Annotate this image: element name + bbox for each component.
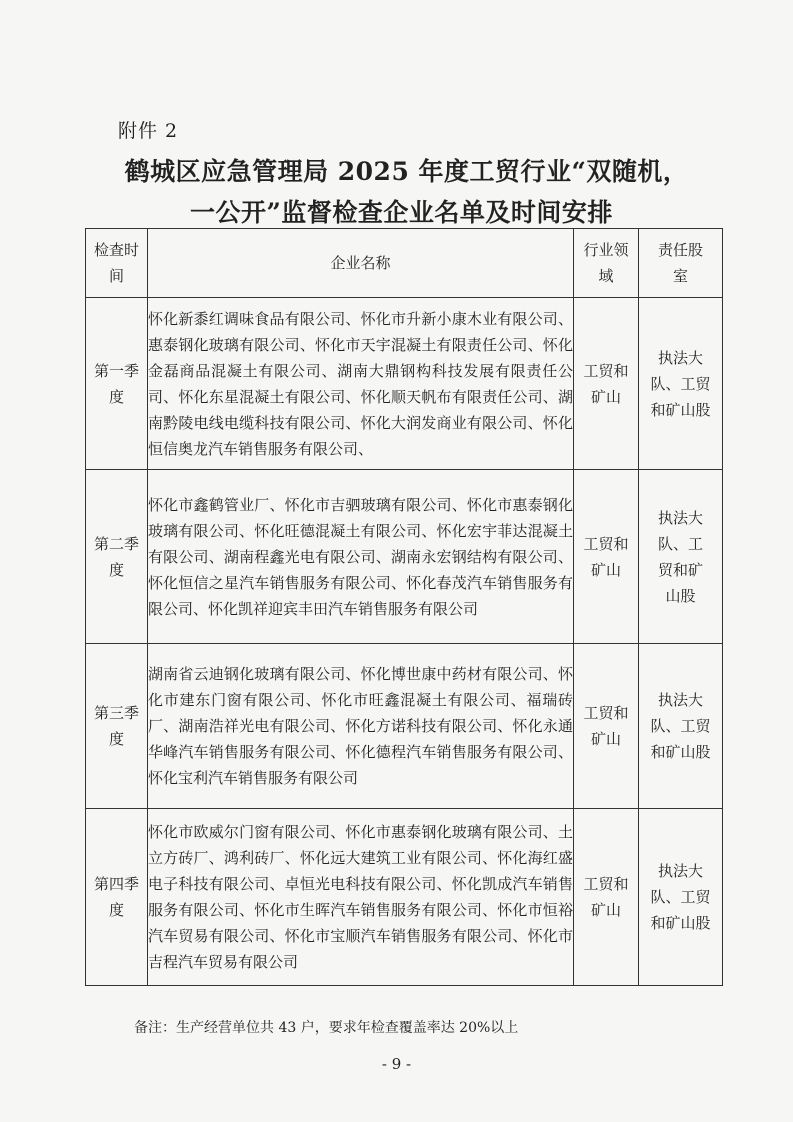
header-industry-field: 行业领域 <box>574 229 639 298</box>
attachment-label: 附件 2 <box>118 120 179 142</box>
table-header-row <box>86 229 723 298</box>
document-title-line-2: 一公开”监督检查企业名单及时间安排 <box>190 198 613 227</box>
row-company-list: 怀化新黍红调味食品有限公司、怀化市升新小康木业有限公司、惠泰钢化玻璃有限公司、怀化市天宇混凝土有限责任公司、怀化金磊商品混凝土有限公司、湖南大鼎钢构科技发展有限责任公司、怀化东星混凝土有限公司、怀化顺天帆布有限责任公司、湖南黔陵电线电缆科技有限公司、怀化大润发商业有限公司、怀化恒信奥龙汽车销售服务有限公司、 <box>148 298 574 470</box>
table-row <box>86 470 723 644</box>
row-company-list: 湖南省云迪钢化玻璃有限公司、怀化博世康中药材有限公司、怀化市建东门窗有限公司、怀化市旺鑫混凝土有限公司、福瑞砖厂、湖南浩祥光电有限公司、怀化方诺科技有限公司、怀化永通华峰汽车销售服务有限公司、怀化德程汽车销售服务有限公司、怀化宝利汽车销售服务有限公司 <box>148 644 574 809</box>
row-company-list: 怀化市鑫鹤管业厂、怀化市吉驷玻璃有限公司、怀化市惠泰钢化玻璃有限公司、怀化旺德混凝土有限公司、怀化宏宇菲达混凝土有限公司、湖南程鑫光电有限公司、湖南永宏钢结构有限公司、怀化恒信之星汽车销售服务有限公司、怀化春茂汽车销售服务有限公司、怀化凯祥迎宾丰田汽车销售服务有限公司 <box>148 470 574 644</box>
row-quarter: 第四季度 <box>86 809 148 986</box>
row-industry-field: 工贸和矿山 <box>574 644 639 809</box>
inspection-schedule-table <box>85 228 723 986</box>
row-responsible-office: 执法大队、工贸和矿山股 <box>639 644 723 809</box>
row-responsible-office: 执法大队、工贸和矿山股 <box>639 298 723 470</box>
page-number: - 9 - <box>381 1055 412 1073</box>
row-quarter: 第二季度 <box>86 470 148 644</box>
row-industry-field: 工贸和矿山 <box>574 809 639 986</box>
table-row <box>86 298 723 470</box>
row-quarter: 第一季度 <box>86 298 148 470</box>
header-time: 检查时间 <box>86 229 148 298</box>
document-title-line-1: 鹤城区应急管理局 2025 年度工贸行业“双随机， <box>124 157 689 186</box>
row-responsible-office: 执法大队、工贸和矿山股 <box>639 809 723 986</box>
table-row <box>86 809 723 986</box>
row-industry-field: 工贸和矿山 <box>574 298 639 470</box>
row-industry-field: 工贸和矿山 <box>574 470 639 644</box>
row-company-list: 怀化市欧威尔门窗有限公司、怀化市惠泰钢化玻璃有限公司、土立方砖厂、鸿利砖厂、怀化远大建筑工业有限公司、怀化海红盛电子科技有限公司、卓恒光电科技有限公司、怀化凯成汽车销售服务有限公司、怀化市生晖汽车销售服务有限公司、怀化市恒裕汽车贸易有限公司、怀化市宝顺汽车销售服务有限公司、怀化市吉程汽车贸易有限公司 <box>148 809 574 986</box>
table-footnote: 备注：生产经营单位共 43 户，要求年检查覆盖率达 20%以上 <box>134 1020 519 1036</box>
header-company-name: 企业名称 <box>148 229 574 298</box>
row-responsible-office: 执法大队、工贸和矿山股 <box>639 470 723 644</box>
header-responsible-office: 责任股室 <box>639 229 723 298</box>
table-row <box>86 644 723 809</box>
row-quarter: 第三季度 <box>86 644 148 809</box>
